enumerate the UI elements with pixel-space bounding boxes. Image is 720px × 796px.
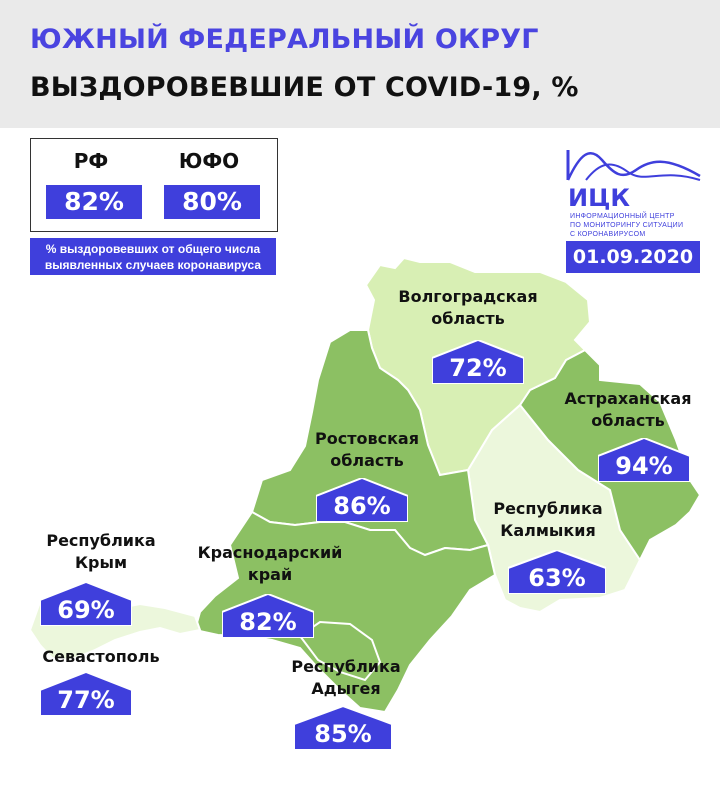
rf-value: 82% [46, 185, 142, 219]
value-badge-krasnodar [222, 594, 314, 638]
region-name-krasnodar-2: край [247, 565, 293, 584]
region-name-astrakhan: Астраханская [564, 389, 692, 408]
legend-note-line1: % выздоровевших от общего числа [45, 242, 261, 256]
region-name-crimea-2: Крым [74, 553, 128, 572]
rf-label: РФ [73, 149, 109, 173]
value-rostov: 86% [333, 492, 391, 520]
region-label-sevastopol [26, 646, 176, 668]
value-badge-volgograd [432, 340, 524, 384]
ufo-label: ЮФО [178, 149, 240, 173]
logo-name: ИЦК [568, 184, 630, 212]
value-astrakhan: 94% [615, 452, 673, 480]
value-kalmykia: 63% [528, 564, 586, 592]
value-badge-sevastopol [40, 672, 132, 716]
region-label-krasnodar [190, 542, 350, 586]
region-name-kalmykia-2: Калмыкия [500, 521, 596, 540]
page-title: ЮЖНЫЙ ФЕДЕРАЛЬНЫЙ ОКРУГ [30, 24, 539, 55]
region-label-rostov [292, 428, 442, 472]
logo-caption-line1: ИНФОРМАЦИОННЫЙ ЦЕНТР [570, 213, 675, 220]
value-sevastopol: 77% [57, 686, 115, 714]
value-badge-adygea [294, 706, 392, 750]
value-badge-kalmykia [508, 550, 606, 594]
region-name-volgograd-2: область [431, 309, 505, 328]
region-label-astrakhan [548, 388, 708, 432]
value-adygea: 85% [314, 720, 372, 748]
region-label-adygea [276, 656, 416, 700]
region-label-kalmykia [478, 498, 618, 542]
legend-note-line2: выявленных случаев коронавируса [44, 258, 262, 272]
value-badge-rostov [316, 478, 408, 522]
value-volgograd: 72% [449, 354, 507, 382]
region-name-kalmykia: Республика [493, 499, 603, 518]
region-name-astrakhan-2: область [591, 411, 665, 430]
ufo-value: 80% [164, 185, 260, 219]
region-label-crimea [26, 530, 176, 574]
date-badge: 01.09.2020 [566, 241, 700, 273]
region-name-rostov: Ростовская [314, 429, 419, 448]
region-name-sevastopol: Севастополь [42, 647, 160, 666]
region-name-crimea: Республика [46, 531, 156, 550]
value-krasnodar: 82% [239, 608, 297, 636]
value-crimea: 69% [57, 596, 115, 624]
value-badge-crimea [40, 582, 132, 626]
region-name-rostov-2: область [330, 451, 404, 470]
logo-caption-line3: С КОРОНАВИРУСОМ [570, 231, 646, 238]
region-label-volgograd [378, 286, 558, 330]
page-subtitle: ВЫЗДОРОВЕВШИЕ ОТ COVID-19, % [30, 72, 579, 103]
region-name-adygea: Республика [291, 657, 401, 676]
logo-caption-line2: ПО МОНИТОРИНГУ СИТУАЦИИ [570, 222, 684, 229]
region-name-adygea-2: Адыгея [311, 679, 381, 698]
region-name-volgograd: Волгоградская [398, 287, 538, 306]
region-name-krasnodar: Краснодарский [197, 543, 343, 562]
value-badge-astrakhan [598, 438, 690, 482]
